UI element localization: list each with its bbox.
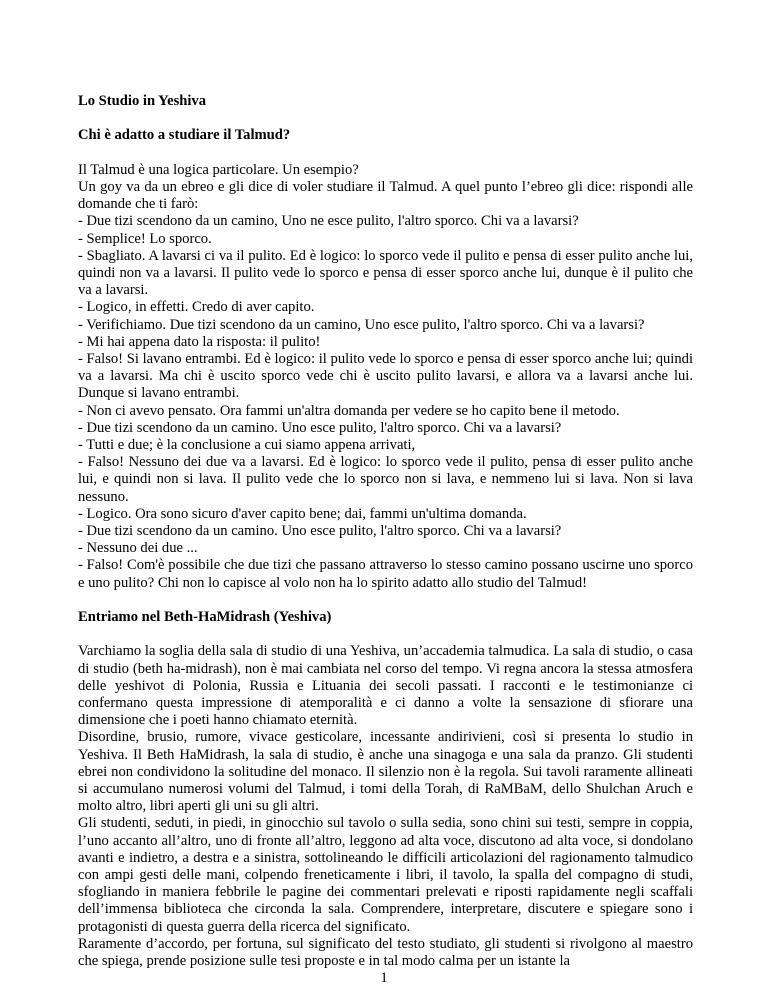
paragraph: - Logico, in effetti. Credo di aver capito. bbox=[78, 299, 315, 316]
section-heading-beth-hamidrash: Entriamo nel Beth-HaMidrash (Yeshiva) bbox=[78, 609, 332, 626]
paragraph: Il Talmud è una logica particolare. Un esempio? bbox=[78, 161, 359, 178]
paragraph: - Non ci avevo pensato. Ora fammi un'altra domanda per vedere se ho capito bene il metodo. bbox=[78, 402, 620, 419]
paragraph: Un goy va da un ebreo e gli dice di voler studiare il Talmud. A quel punto l’ebreo gli dice: rispondi alle domande che ti farò: bbox=[78, 178, 693, 213]
paragraph: - Semplice! Lo sporco. bbox=[78, 230, 212, 247]
paragraph: Gli studenti, seduti, in piedi, in ginocchio sul tavolo o sulla sedia, sono chini sui testi, sempre in coppia, l’uno accanto all’altro, uno di fronte all’altro, leggono ad alta voce, discutono ad alta voce, si dondolano avanti e indietro, a destra e a sinistra, sottolineando le difficili articolazioni del ragionamento talmudico con ampi gesti delle mani, colpendo freneticamente i libri, il tavolo, la spalla del compagno di studi, sfogliando in maniera febbrile le pagine dei commentari prelevati e riposti rapidamente negli scaffali dell’immensa biblioteca che circonda la sala. Comprendere, interpretare, discutere e spiegare sono i protagonisti di questa guerra della ricerca del significato. bbox=[78, 815, 693, 935]
paragraph: - Mi hai appena dato la risposta: il pulito! bbox=[78, 333, 321, 350]
paragraph: - Due tizi scendono da un camino. Uno esce pulito, l'altro sporco. Chi va a lavarsi? bbox=[78, 523, 562, 540]
section-heading-talmud: Chi è adatto a studiare il Talmud? bbox=[78, 127, 291, 144]
page-number: 1 bbox=[380, 970, 388, 986]
paragraph: - Logico. Ora sono sicuro d'aver capito bene; dai, fammi un'ultima domanda. bbox=[78, 505, 527, 522]
paragraph: Varchiamo la soglia della sala di studio di una Yeshiva, un’accademia talmudica. La sala di studio, o casa di studio (beth ha-midrash), non è mai cambiata nel corso del tempo. Vi regna ancora la stessa atmosfera delle yeshivot di Polonia, Russia e Lituania dei secoli passati. I racconti e le testimonianze ci confermano questa impressione di atemporalità e ci danno a volte la sensazione di sfiorare una dimensione che i poeti hanno chiamato eternità. bbox=[78, 643, 693, 729]
paragraph: - Due tizi scendono da un camino, Uno ne esce pulito, l'altro sporco. Chi va a lavarsi? bbox=[78, 213, 579, 230]
document-page bbox=[78, 93, 693, 970]
paragraph: Raramente d’accordo, per fortuna, sul significato del testo studiato, gli studenti si rivolgono al maestro che spiega, prende posizione sulle tesi proposte e in tal modo calma per un istante la bbox=[78, 935, 693, 970]
section-body-talmud bbox=[78, 162, 693, 592]
document-title: Lo Studio in Yeshiva bbox=[78, 93, 207, 109]
paragraph: - Nessuno dei due ... bbox=[78, 540, 198, 557]
paragraph: - Verifichiamo. Due tizi scendono da un camino, Uno esce pulito, l'altro sporco. Chi va a lavarsi? bbox=[78, 316, 645, 333]
paragraph: Disordine, brusio, rumore, vivace gesticolare, incessante andirivieni, così si presenta lo studio in Yeshiva. Il Beth HaMidrash, la sala di studio, è anche una sinagoga e una sala da pranzo. Gli studenti ebrei non condividono la solitudine del monaco. Il silenzio non è la regola. Sui tavoli raramente allineati si accumulano numerosi volumi del Talmud, i tomi della Torah, di RaMBaM, dello Shulchan Aruch e molto altro, libri aperti gli uni su gli altri. bbox=[78, 729, 693, 815]
section-body-beth-hamidrash bbox=[78, 643, 693, 970]
paragraph: - Tutti e due; è la conclusione a cui siamo appena arrivati, bbox=[78, 437, 416, 454]
paragraph: - Falso! Nessuno dei due va a lavarsi. Ed è logico: lo sporco vede il pulito, pensa di esser pulito anche lui, e quindi non si lava. Il pulito vede che lo sporco non si lava, e nemmeno lui si lava. Non si lava nessuno. bbox=[78, 454, 693, 505]
paragraph: - Due tizi scendono da un camino. Uno esce pulito, l'altro sporco. Chi va a lavarsi? bbox=[78, 419, 562, 436]
paragraph: - Falso! Com'è possibile che due tizi che passano attraverso lo stesso camino possano uscirne uno sporco e uno pulito? Chi non lo capisce al volo non ha lo spirito adatto allo studio del Talmud! bbox=[78, 557, 693, 591]
paragraph: - Falso! Si lavano entrambi. Ed è logico: il pulito vede lo sporco e pensa di esser sporco anche lui; quindi va a lavarsi. Ma chi è uscito sporco vede chi è uscito pulito lavarsi, e allora va a lavarsi anche lui. Dunque si lavano entrambi. bbox=[78, 351, 693, 402]
paragraph: - Sbagliato. A lavarsi ci va il pulito. Ed è logico: lo sporco vede il pulito e pensa di esser pulito anche lui, quindi non va a lavarsi. Il pulito vede lo sporco e pensa di esser sporco anche lui, dunque è il pulito che va a lavarsi. bbox=[78, 247, 693, 299]
